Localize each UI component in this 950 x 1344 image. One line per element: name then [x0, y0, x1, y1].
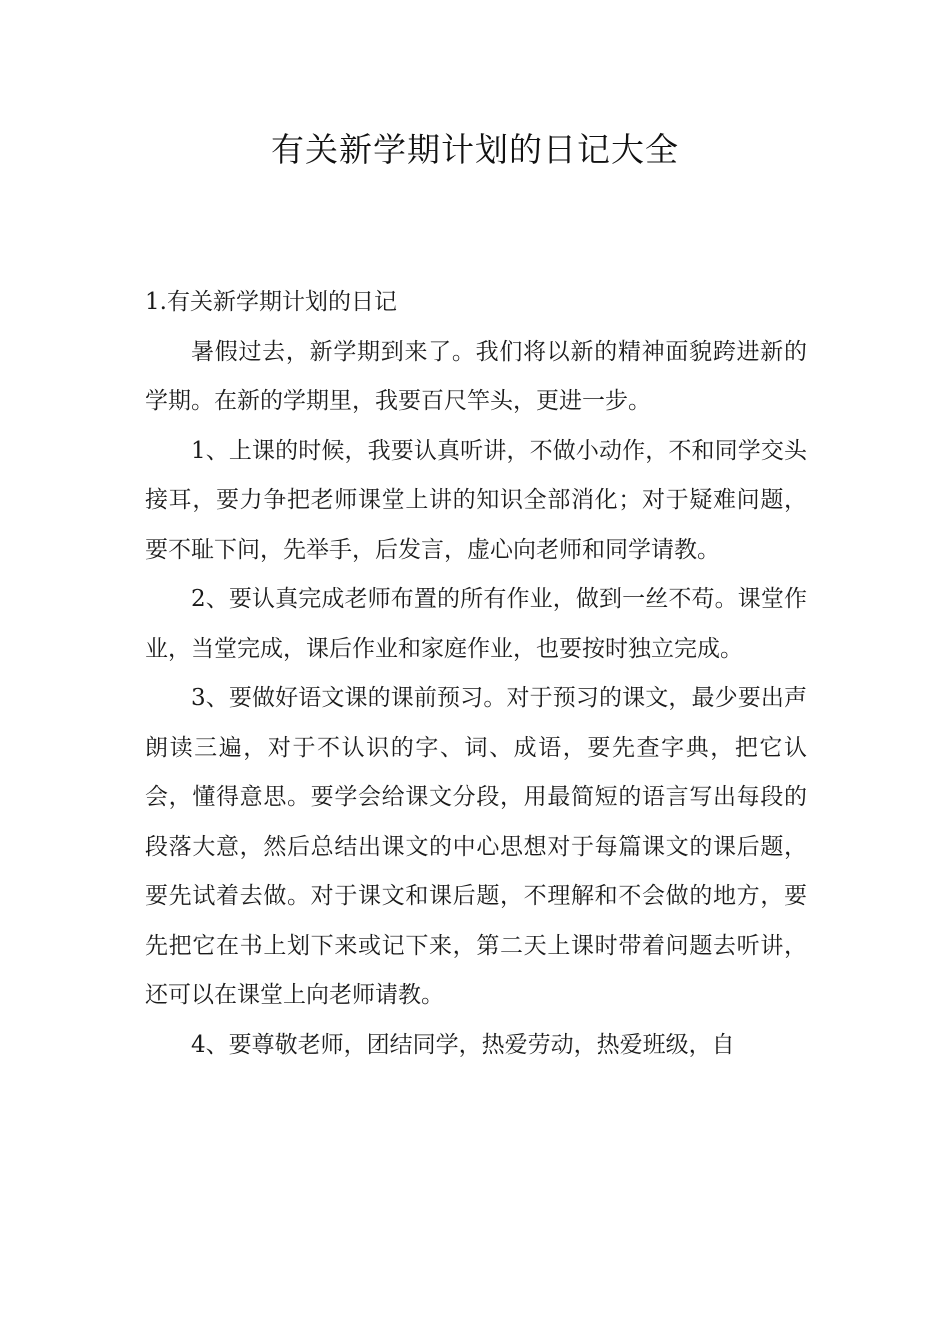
section-heading: 1.有关新学期计划的日记 — [145, 289, 397, 315]
paragraph-item-3: 3、要做好语文课的课前预习。对于预习的课文，最少要出声朗读三遍，对于不认识的字、词、成语，要先查字典，把它认会，懂得意思。要学会给课文分段，用最简短的语言写出每段的段落大意，然后总结出课文的中心思想对于每篇课文的课后题，要先试着去做。对于课文和课后题，不理解和不会做的地方，要先把它在书上划下来或记下来，第二天上课时带着问题去听讲，还可以在课堂上向老师请教。 — [145, 685, 807, 1008]
paragraph-intro: 暑假过去，新学期到来了。我们将以新的精神面貌跨进新的学期。在新的学期里，我要百尺竿头，更进一步。 — [145, 338, 807, 414]
document-body — [145, 278, 807, 1070]
page-title: 有关新学期计划的日记大全 — [271, 130, 679, 169]
paragraph-item-2: 2、要认真完成老师布置的所有作业，做到一丝不苟。课堂作业，当堂完成，课后作业和家庭作业，也要按时独立完成。 — [145, 586, 807, 662]
paragraph-item-1: 1、上课的时候，我要认真听讲，不做小动作，不和同学交头接耳，要力争把老师课堂上讲的知识全部消化；对于疑难问题，要不耻下问，先举手，后发言，虚心向老师和同学请教。 — [145, 437, 807, 563]
paragraph-item-4: 4、要尊敬老师，团结同学，热爱劳动，热爱班级，自 — [191, 1031, 735, 1058]
